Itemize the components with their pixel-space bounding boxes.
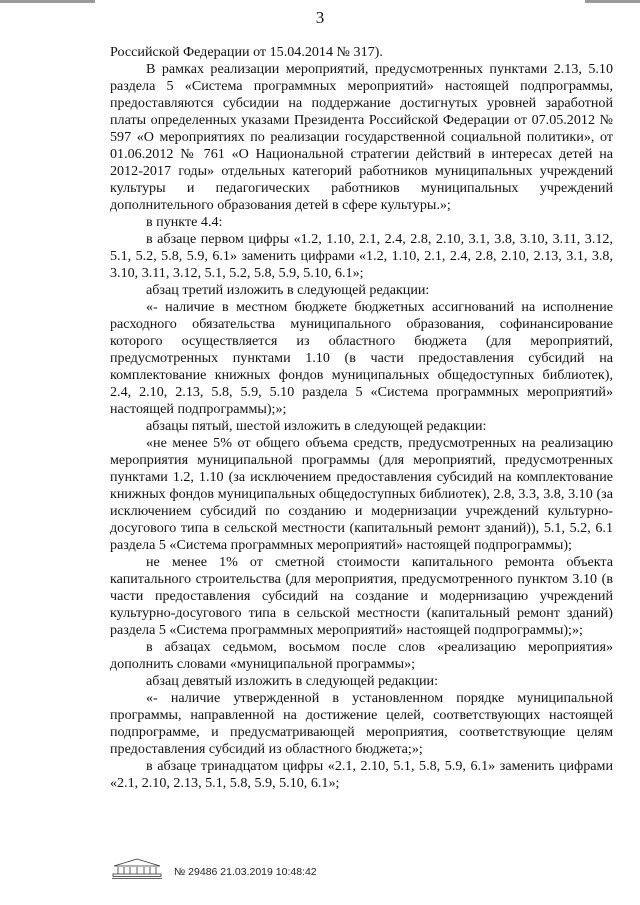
- paragraph: в абзацах седьмом, восьмом после слов «реализацию мероприятия» дополнить словами «муниципальной программы»;: [110, 639, 613, 672]
- document-body: [110, 44, 613, 792]
- paragraph: Российской Федерации от 15.04.2014 № 317).: [110, 44, 383, 60]
- document-registration-id: № 29486 21.03.2019 10:48:42: [174, 866, 317, 878]
- paragraph: в пункте 4.4:: [146, 214, 223, 230]
- paragraph: «не менее 5% от общего объема средств, предусмотренных на реализацию мероприятия муниципальной программы (для мероприятий, предусмотренных пунктами 1.2, 1.10 (за исключением предоставления субсидий на комплектование книжных фондов муниципальных общедоступных библиотек), 2.8, 3.3, 3.8, 3.10 (за исключением субсидий по созданию и модернизации учреждений культурно-досугового типа в сельской местности (капитальный ремонт зданий)), 5.1, 5.2, 6.1 раздела 5 «Система программных мероприятий» настоящей подпрограммы);: [110, 435, 613, 553]
- paragraph: «- наличие в местном бюджете бюджетных ассигнований на исполнение расходного обязательства муниципального образования, софинансирование которого осуществляется из областного бюджета (для мероприятий, предусмотренных пунктами 1.10 (в части предоставления субсидий на комплектование книжных фондов муниципальных общедоступных библиотек), 2.4, 2.10, 2.13, 5.8, 5.9, 5.10 раздела 5 «Система программных мероприятий» настоящей подпрограммы);»;: [110, 299, 613, 417]
- paragraph: в абзаце первом цифры «1.2, 1.10, 2.1, 2.4, 2.8, 2.10, 3.1, 3.8, 3.10, 3.11, 3.12, 5.1, 5.2, 5.8, 5.9, 6.1» заменить цифрами «1.2, 1.10, 2.1, 2.4, 2.8, 2.10, 2.13, 3.1, 3.8, 3.10, 3.11, 3.12, 5.1, 5.2, 5.8, 5.9, 5.10, 6.1»;: [110, 231, 613, 281]
- paragraph: «- наличие утвержденной в установленном порядке муниципальной программы, направленной на достижение целей, соответствующих настоящей подпрограмме, и предусматривающей мероприятия, соответствующие целям предоставления субсидий из областного бюджета;»;: [110, 690, 613, 757]
- document-footer: [110, 856, 430, 882]
- building-stamp-icon: [110, 856, 164, 880]
- paragraph: абзац девятый изложить в следующей редакции:: [146, 673, 439, 689]
- paragraph: абзацы пятый, шестой изложить в следующей редакции:: [146, 418, 487, 434]
- page-number: 3: [315, 8, 325, 27]
- paragraph: В рамках реализации мероприятий, предусмотренных пунктами 2.13, 5.10 раздела 5 «Система программных мероприятий» настоящей подпрограммы, предоставляются субсидии на поддержание достигнутых уровней заработной платы определенных указами Президента Российской Федерации от 07.05.2012 № 597 «О мероприятиях по реализации государственной социальной политики», от 01.06.2012 № 761 «О Национальной стратегии действий в интересах детей на 2012-2017 годы» отдельных категорий работников муниципальных учреждений культуры и педагогических работников муниципальных учреждений дополнительного образования детей в сфере культуры.»;: [110, 61, 613, 213]
- paragraph: в абзаце тринадцатом цифры «2.1, 2.10, 5.1, 5.8, 5.9, 6.1» заменить цифрами «2.1, 2.10, 2.13, 5.1, 5.8, 5.9, 5.10, 6.1»;: [110, 758, 613, 791]
- scan-edge-mark-right: [585, 0, 640, 3]
- paragraph: абзац третий изложить в следующей редакции:: [146, 282, 430, 298]
- scan-edge-mark-left: [0, 0, 95, 3]
- paragraph: не менее 1% от сметной стоимости капитального ремонта объекта капитального строительства (для мероприятия, предусмотренного пунктом 3.10 (в части предоставления субсидий на создание и модернизацию учреждений культурно-досугового типа в сельской местности (капитальный ремонт зданий) раздела 5 «Система программных мероприятий» настоящей подпрограммы);»;: [110, 554, 613, 638]
